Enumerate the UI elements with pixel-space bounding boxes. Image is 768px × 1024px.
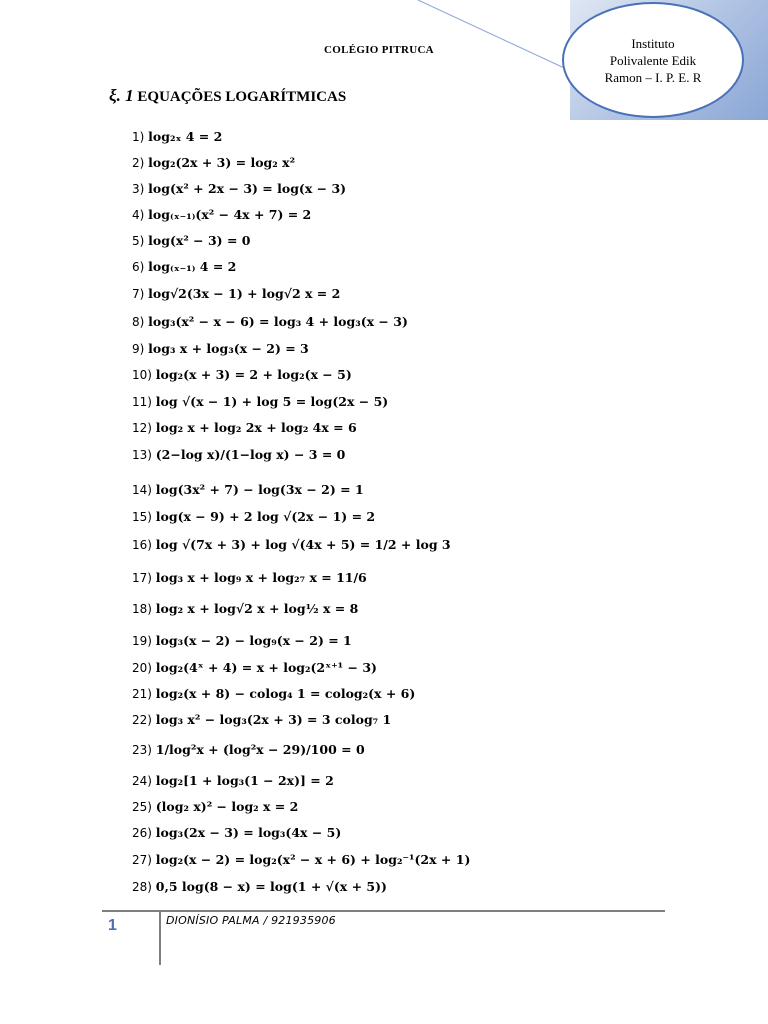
equation-item (132, 851, 470, 869)
equation-item (132, 206, 311, 224)
equation-item (132, 285, 340, 303)
equation-text: log₂(x + 8) − colog₄ 1 = colog₂(x + 6) (155, 686, 416, 701)
equation-text: (2−log x)/(1−log x) − 3 = 0 (155, 447, 346, 462)
equation-number: 8) (132, 315, 149, 329)
institute-line: Polivalente Edik (609, 52, 697, 68)
equation-number: 20) (132, 661, 156, 675)
institute-badge (562, 2, 744, 118)
author-contact: DIONÍSIO PALMA / 921935906 (166, 914, 336, 927)
equation-text: log√2(3x − 1) + log√2 x = 2 (148, 286, 341, 301)
equation-item (132, 258, 236, 276)
equation-number: 5) (132, 234, 149, 248)
equation-item (132, 128, 222, 146)
equation-number: 2) (132, 156, 149, 170)
equation-number: 14) (132, 483, 156, 497)
equation-text: log₂(2x + 3) = log₂ x² (148, 155, 296, 170)
equation-number: 24) (132, 774, 156, 788)
equation-text: log₂ x + log√2 x + log½ x = 8 (155, 601, 359, 616)
equation-item (132, 772, 334, 790)
equation-text: log √(7x + 3) + log √(4x + 5) = 1/2 + log 3 (155, 537, 451, 552)
equation-number: 16) (132, 538, 156, 552)
equation-item (132, 481, 364, 499)
equation-text: log₃ x² − log₃(2x + 3) = 3 colog₇ 1 (155, 712, 392, 727)
equation-text: 1/log²x + (log²x − 29)/100 = 0 (155, 742, 365, 757)
equation-text: log₂[1 + log₃(1 − 2x)] = 2 (155, 773, 334, 788)
equation-text: log(x − 9) + 2 log √(2x − 1) = 2 (155, 509, 376, 524)
equation-text: log₃(x² − x − 6) = log₃ 4 + log₃(x − 3) (148, 314, 408, 329)
equation-item (132, 536, 451, 554)
equation-number: 7) (132, 287, 149, 301)
section-symbol: ξ. 1 (109, 86, 134, 105)
equation-number: 10) (132, 368, 156, 382)
equation-item (132, 824, 341, 842)
equation-number: 9) (132, 342, 149, 356)
equation-item (132, 685, 415, 703)
equation-text: log₂(x − 2) = log₂(x² − x + 6) + log₂⁻¹(2x + 1) (155, 852, 471, 867)
page-number: 1 (108, 917, 117, 934)
equation-item (132, 232, 250, 250)
equation-number: 17) (132, 571, 156, 585)
equation-text: log(3x² + 7) − log(3x − 2) = 1 (155, 482, 364, 497)
equation-item (132, 659, 377, 677)
school-name: COLÉGIO PITRUCA (324, 44, 434, 56)
equation-text: log(x² + 2x − 3) = log(x − 3) (148, 181, 347, 196)
equation-item (132, 313, 408, 331)
equation-number: 21) (132, 687, 156, 701)
equation-text: log₂(x + 3) = 2 + log₂(x − 5) (155, 367, 352, 382)
equation-number: 4) (132, 208, 149, 222)
equation-number: 22) (132, 713, 156, 727)
equation-number: 12) (132, 421, 156, 435)
equation-item (132, 878, 387, 896)
equation-text: log √(x − 1) + log 5 = log(2x − 5) (155, 394, 389, 409)
equation-item (132, 569, 367, 587)
equation-text: log₍ₓ₋₁₎(x² − 4x + 7) = 2 (148, 207, 312, 222)
equation-item (132, 508, 375, 526)
equation-item (132, 600, 358, 618)
equation-number: 18) (132, 602, 156, 616)
equation-item (132, 340, 309, 358)
equation-text: log₃(2x − 3) = log₃(4x − 5) (155, 825, 342, 840)
equation-number: 19) (132, 634, 156, 648)
equation-item (132, 393, 388, 411)
equation-text: (log₂ x)² − log₂ x = 2 (155, 799, 299, 814)
equation-item (132, 741, 365, 759)
equation-text: log₃ x + log₉ x + log₂₇ x = 11/6 (155, 570, 367, 585)
equation-number: 1) (132, 130, 149, 144)
equation-text: log₂ₓ 4 = 2 (148, 129, 223, 144)
equation-number: 11) (132, 395, 156, 409)
equation-item (132, 711, 391, 729)
equation-number: 15) (132, 510, 156, 524)
equation-item (132, 798, 298, 816)
equation-text: log₂(4ˣ + 4) = x + log₂(2ˣ⁺¹ − 3) (155, 660, 377, 675)
equation-item (132, 154, 295, 172)
equation-number: 26) (132, 826, 156, 840)
equation-text: log₂ x + log₂ 2x + log₂ 4x = 6 (155, 420, 357, 435)
equation-item (132, 446, 345, 464)
equation-text: log₃ x + log₃(x − 2) = 3 (148, 341, 309, 356)
institute-line: Instituto (631, 35, 675, 51)
equation-text: log(x² − 3) = 0 (148, 233, 251, 248)
equation-text: log₃(x − 2) − log₉(x − 2) = 1 (155, 633, 352, 648)
equation-text: 0,5 log(8 − x) = log(1 + √(x + 5)) (155, 879, 387, 894)
institute-line: Ramon – I. P. E. R (604, 69, 702, 85)
equation-number: 27) (132, 853, 156, 867)
equation-item (132, 632, 352, 650)
footer-rule (102, 910, 665, 912)
equation-number: 13) (132, 448, 156, 462)
equation-number: 23) (132, 743, 156, 757)
footer-divider (159, 911, 161, 965)
equation-number: 3) (132, 182, 149, 196)
equation-item (132, 366, 352, 384)
equation-text: log₍ₓ₋₁₎ 4 = 2 (148, 259, 237, 274)
section-title (109, 86, 346, 106)
equation-item (132, 180, 346, 198)
section-heading: EQUAÇÕES LOGARÍTMICAS (137, 89, 347, 105)
equation-number: 6) (132, 260, 149, 274)
equation-item (132, 419, 357, 437)
equation-number: 28) (132, 880, 156, 894)
equation-number: 25) (132, 800, 156, 814)
